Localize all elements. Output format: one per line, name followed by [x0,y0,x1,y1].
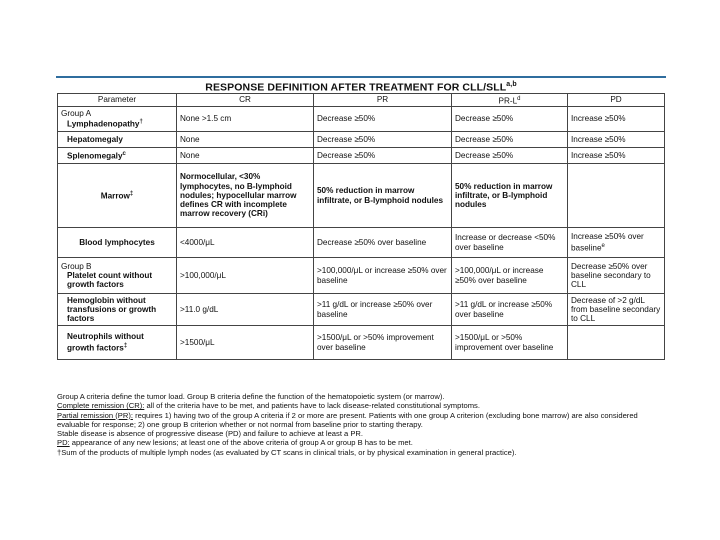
cell-pr: Decrease ≥50% [314,132,452,148]
footnote-stable: Stable disease is absence of progressive disease (PD) and failure to achieve at least a PR. [57,429,364,439]
header-pd: PD [568,94,665,107]
cell-cr: None >1.5 cm [177,107,314,132]
cell-cr: <4000/μL [177,228,314,258]
header-prl: $PR-L^d$ [452,94,568,107]
footnote-pd: PD: appearance of any new lesions; at least one of the above criteria of group A or group B has to be met. [57,438,413,448]
param-platelet-count: Group B Platelet count without growth factors [58,258,177,294]
header-cr: CR [177,94,314,107]
cell-pr: 50% reduction in marrow infiltrate, or B-lymphoid nodules [314,164,452,228]
cell-prl: >1500/μL or >50% improvement over baseline [452,326,568,360]
footnote-pr: Partial remission (PR): requires 1) having two of the group A criteria if 2 or more are present. Patients with one group A criterion (excluding bone marrow) are also considered [57,410,638,420]
table-row [58,294,665,326]
table-row [58,148,665,164]
cell-prl: 50% reduction in marrow infiltrate, or B-lymphoid nodules [452,164,568,228]
table-row [58,164,665,228]
cell-pd: Decrease of >2 g/dL from baseline secondary to CLL [568,294,665,326]
cell-prl: Decrease ≥50% [452,148,568,164]
table-title: RESPONSE DEFINITION AFTER TREATMENT FOR CLL/SLL$^{a,b}$ [205,81,517,94]
cell-cr: None [177,132,314,148]
param-marrow: Marrow‡ [58,164,177,228]
top-rule [56,76,666,78]
param-hepatomegaly: Hepatomegaly [58,132,177,148]
cell-cr: None [177,148,314,164]
param-neutrophils: Neutrophils without growth factors‡ [58,326,177,360]
cell-cr: >1500/μL [177,326,314,360]
cell-cr: Normocellular, <30% lymphocytes, no B-lymphoid nodules; hypocellular marrow defines CR with incomplete marrow recovery (CRi) [177,164,314,228]
footnotes [57,392,667,457]
param-lymphadenopathy: Group A Lymphadenopathy† [58,107,177,132]
cell-prl: >100,000/μL or increase ≥50% over baseline [452,258,568,294]
param-hemoglobin: Hemoglobin without transfusions or growth factors [58,294,177,326]
cell-pd [568,164,665,228]
cell-prl: Decrease ≥50% [452,107,568,132]
cell-pd: Decrease ≥50% over baseline secondary to CLL [568,258,665,294]
cell-pd: Increase ≥50% over baseline$^e$ [568,228,665,258]
footnote-dagger: †Sum of the products of multiple lymph nodes (as evaluated by CT scans in clinical trials, or by physical examination in general practice). [57,447,517,457]
cell-pd: Increase ≥50% [568,107,665,132]
table-row [58,326,665,360]
cell-cr: >11.0 g/dL [177,294,314,326]
cell-pd [568,326,665,360]
footnote-groups: Group A criteria define the tumor load. Group B criteria define the function of the hematopoietic system (or marrow). [57,392,445,401]
cell-prl: Decrease ≥50% [452,132,568,148]
footnote-cr: Complete remission (CR): all of the criteria have to be met, and patients have to lack disease-related constitutional symptoms. [57,401,480,411]
cell-pr: >11 g/dL or increase ≥50% over baseline [314,294,452,326]
cell-pr: >100,000/μL or increase ≥50% over baseline [314,258,452,294]
table-row [58,258,665,294]
table-row [58,228,665,258]
cell-cr: >100,000/μL [177,258,314,294]
param-blood-lymphocytes: Blood lymphocytes [58,228,177,258]
cell-pd: Increase ≥50% [568,148,665,164]
header-pr: PR [314,94,452,107]
footnote-pr-cont: evaluable for response; 2) one group B criterion whether or not normal from baseline prior to starting therapy. [57,419,423,429]
table-row [58,107,665,132]
cell-pr: >1500/μL or >50% improvement over baseline [314,326,452,360]
param-splenomegaly: Splenomegaly$^c$ [58,148,177,164]
cell-prl: Increase or decrease <50% over baseline [452,228,568,258]
response-table [57,93,665,360]
header-parameter: Parameter [58,94,177,107]
cell-prl: >11 g/dL or increase ≥50% over baseline [452,294,568,326]
table-row [58,132,665,148]
cell-pd: Increase ≥50% [568,132,665,148]
cell-pr: Decrease ≥50% [314,107,452,132]
header-row [58,94,665,107]
cell-pr: Decrease ≥50% [314,148,452,164]
cell-pr: Decrease ≥50% over baseline [314,228,452,258]
